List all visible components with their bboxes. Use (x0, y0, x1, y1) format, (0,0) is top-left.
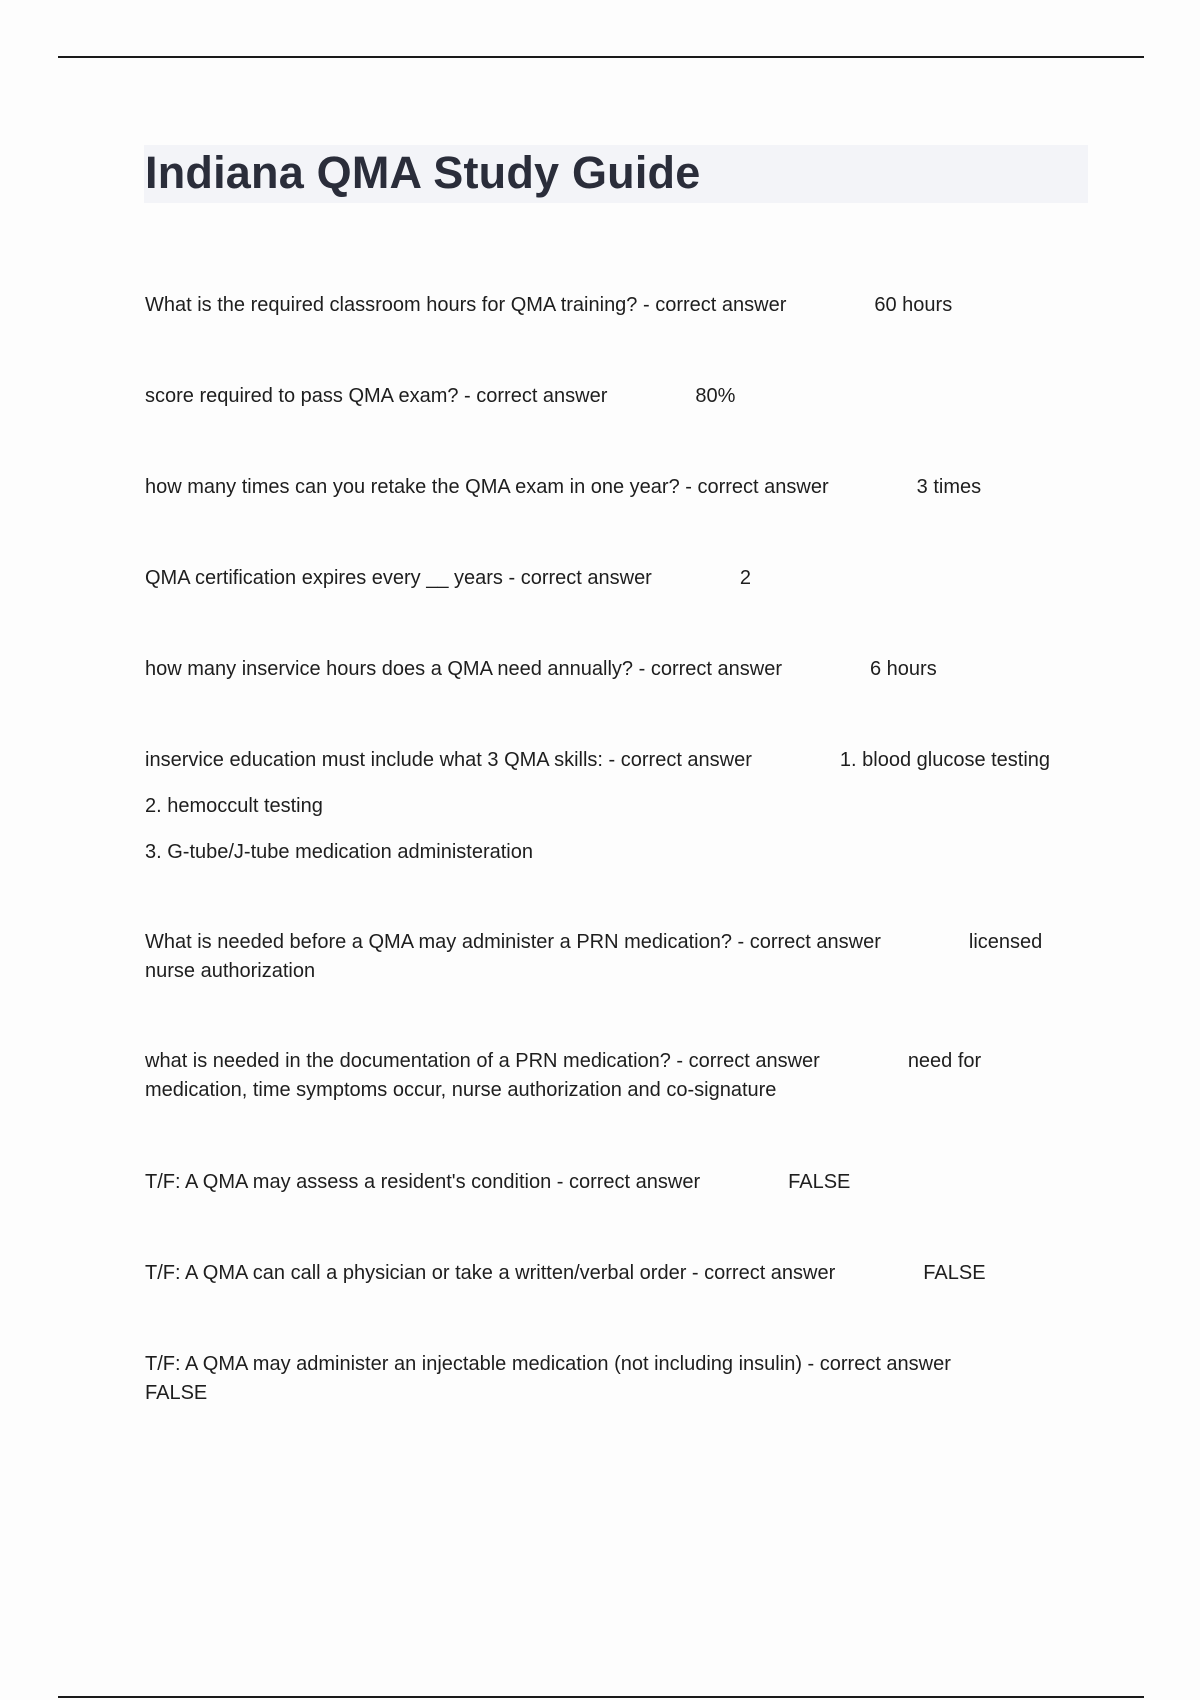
question-text: What is the required classroom hours for QMA training? - correct answer (145, 294, 787, 316)
qa-item-8 (145, 1047, 1085, 1105)
answer-continuation: nurse authorization (145, 960, 316, 982)
question-text: What is needed before a QMA may administer a PRN medication? - correct answer (145, 931, 881, 953)
qa-item-4 (145, 564, 1085, 593)
page-title: Indiana QMA Study Guide (145, 147, 701, 198)
qa-item-6 (145, 746, 1085, 867)
question-text: how many times can you retake the QMA exam in one year? - correct answer (145, 476, 829, 498)
qa-item-1 (145, 291, 1085, 320)
qa-item-3 (145, 473, 1085, 502)
bottom-rule (58, 1696, 1144, 1698)
answer-list-item: 2. hemoccult testing (145, 795, 323, 817)
answer-continuation: medication, time symptoms occur, nurse authorization and co-signature (145, 1079, 777, 1101)
answer-text: 1. blood glucose testing (839, 749, 1051, 771)
qa-item-2 (145, 382, 1085, 411)
question-text: inservice education must include what 3 QMA skills: - correct answer (145, 749, 752, 771)
qa-item-7 (145, 928, 1085, 986)
answer-text: 6 hours (869, 658, 937, 680)
question-text: score required to pass QMA exam? - correct answer (145, 385, 608, 407)
question-text: T/F: A QMA may administer an injectable medication (not including insulin) - correct answer (145, 1353, 951, 1375)
answer-continuation: FALSE (145, 1382, 208, 1404)
question-text: T/F: A QMA may assess a resident's condition - correct answer (145, 1171, 701, 1193)
answer-text: 3 times (916, 476, 982, 498)
question-text: T/F: A QMA can call a physician or take a written/verbal order - correct answer (145, 1262, 836, 1284)
question-text: how many inservice hours does a QMA need annually? - correct answer (145, 658, 782, 680)
question-text: QMA certification expires every __ years - correct answer (145, 567, 652, 589)
qa-item-9 (145, 1168, 1085, 1197)
answer-text: FALSE (788, 1171, 851, 1193)
answer-list-item: 3. G-tube/J-tube medication administeration (145, 841, 533, 863)
top-rule (58, 56, 1144, 58)
answer-text: licensed (968, 931, 1043, 953)
question-text: what is needed in the documentation of a PRN medication? - correct answer (145, 1050, 820, 1072)
qa-item-5 (145, 655, 1085, 684)
qa-item-10 (145, 1259, 1085, 1288)
answer-text: 2 (739, 567, 751, 589)
answer-text: need for (907, 1050, 982, 1072)
answer-text: FALSE (923, 1262, 986, 1284)
answer-text: 60 hours (874, 294, 953, 316)
answer-text: 80% (695, 385, 736, 407)
qa-item-11 (145, 1350, 1085, 1408)
